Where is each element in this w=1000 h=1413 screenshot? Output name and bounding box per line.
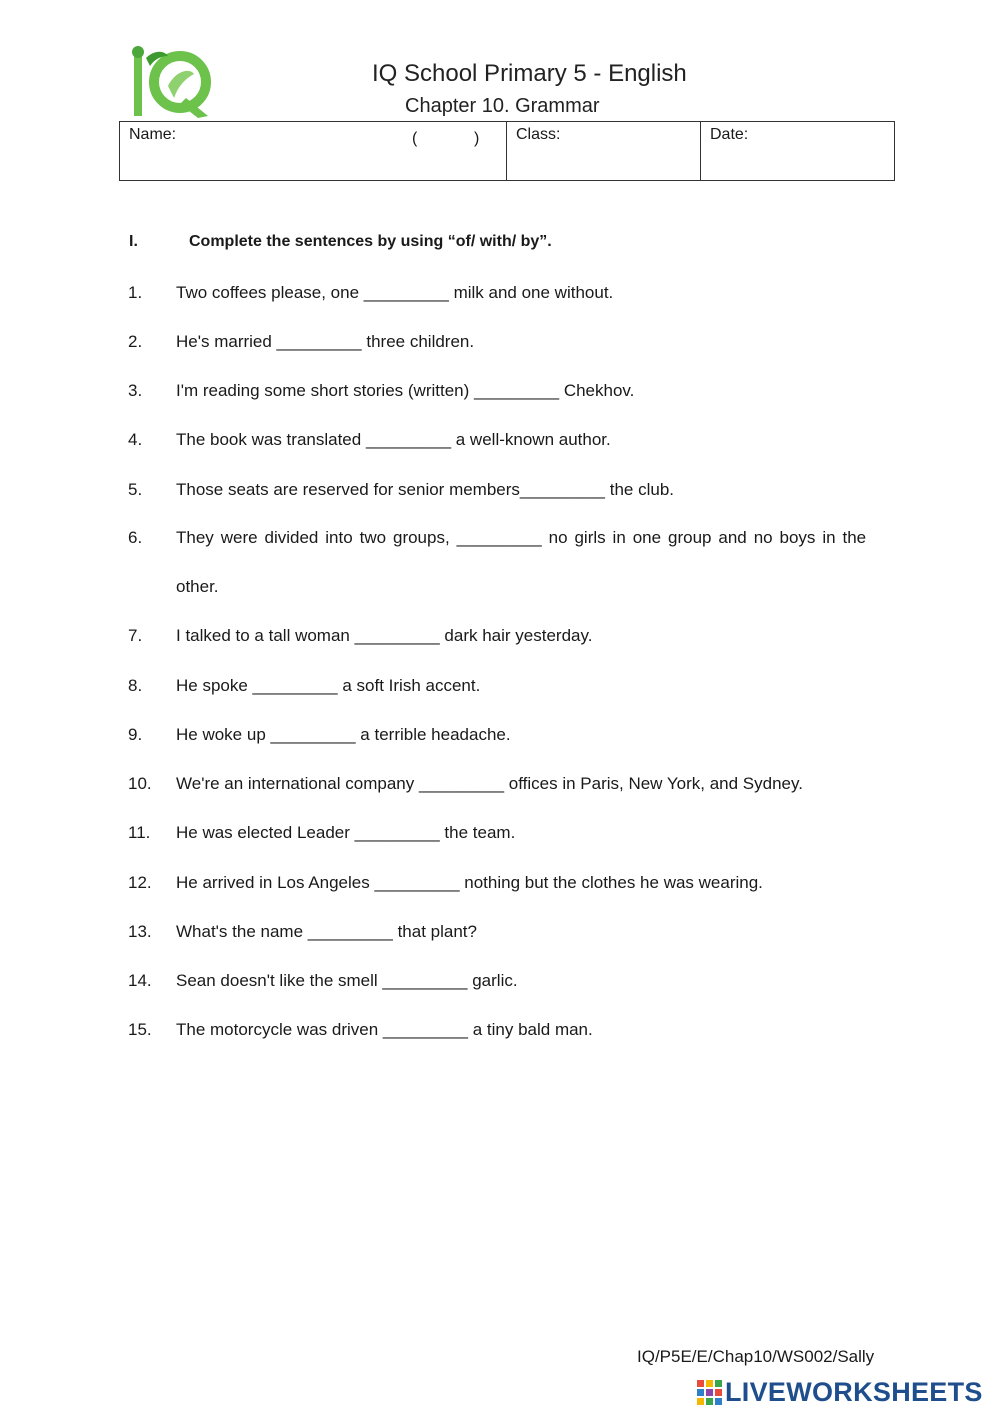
question-text: Sean doesn't like the smell _________ garlic. bbox=[176, 971, 518, 990]
question-number: 9. bbox=[128, 725, 143, 744]
question-number: 4. bbox=[128, 430, 143, 449]
question-number: 10. bbox=[128, 774, 152, 793]
question-text: Those seats are reserved for senior members_________ the club. bbox=[176, 480, 674, 499]
chapter-subtitle: Chapter 10. Grammar bbox=[405, 95, 600, 117]
question-text: Two coffees please, one _________ milk and one without. bbox=[176, 283, 614, 302]
question-text: He was elected Leader _________ the team. bbox=[176, 823, 516, 842]
page-title: IQ School Primary 5 - English bbox=[372, 60, 687, 87]
question-number: 14. bbox=[128, 971, 152, 990]
liveworksheets-icon bbox=[697, 1380, 723, 1406]
question-text: The book was translated _________ a well-known author. bbox=[176, 430, 611, 449]
class-label: Class: bbox=[516, 126, 561, 143]
liveworksheets-brand: LIVEWORKSHEETS bbox=[725, 1377, 983, 1407]
question-number: 1. bbox=[128, 283, 143, 302]
question-number: 8. bbox=[128, 676, 143, 695]
question-item bbox=[128, 528, 930, 596]
date-label: Date: bbox=[710, 126, 749, 143]
question-text-line1 bbox=[176, 528, 930, 548]
question-number: 11. bbox=[128, 823, 151, 842]
name-label: Name: bbox=[129, 126, 177, 143]
question-number: 2. bbox=[128, 332, 143, 351]
question-text-line1-part: They were divided into two groups, _________ no girls in one group and no boys in the bbox=[176, 528, 867, 547]
section-instruction: Complete the sentences by using “of/ with/ by”. bbox=[189, 233, 552, 250]
question-text: The motorcycle was driven _________ a tiny bald man. bbox=[176, 1020, 593, 1039]
question-text: I'm reading some short stories (written) _________ Chekhov. bbox=[176, 381, 635, 400]
question-text: He arrived in Los Angeles _________ nothing but the clothes he was wearing. bbox=[176, 873, 763, 892]
class-number-open-paren: ( bbox=[412, 130, 418, 147]
question-number: 6. bbox=[128, 528, 143, 547]
name-cell[interactable] bbox=[120, 122, 507, 180]
question-text: What's the name _________ that plant? bbox=[176, 922, 477, 941]
question-number: 13. bbox=[128, 922, 152, 941]
student-info-table bbox=[119, 121, 895, 181]
section-number: I. bbox=[129, 233, 138, 250]
question-text-line2: other. bbox=[176, 577, 219, 596]
question-number: 5. bbox=[128, 480, 143, 499]
question-text: We're an international company _________ offices in Paris, New York, and Sydney. bbox=[176, 774, 803, 793]
question-text: He's married _________ three children. bbox=[176, 332, 475, 351]
question-number: 7. bbox=[128, 626, 143, 645]
question-text: He spoke _________ a soft Irish accent. bbox=[176, 676, 481, 695]
question-number: 3. bbox=[128, 381, 143, 400]
class-cell[interactable] bbox=[507, 122, 701, 180]
class-number-close-paren: ) bbox=[474, 130, 480, 147]
question-text: I talked to a tall woman _________ dark hair yesterday. bbox=[176, 626, 593, 645]
question-number: 15. bbox=[128, 1020, 152, 1039]
date-cell[interactable] bbox=[701, 122, 894, 180]
iq-logo-icon bbox=[128, 44, 216, 120]
question-text: He woke up _________ a terrible headache. bbox=[176, 725, 511, 744]
question-number: 12. bbox=[128, 873, 152, 892]
worksheet-code: IQ/P5E/E/Chap10/WS002/Sally bbox=[637, 1347, 875, 1366]
